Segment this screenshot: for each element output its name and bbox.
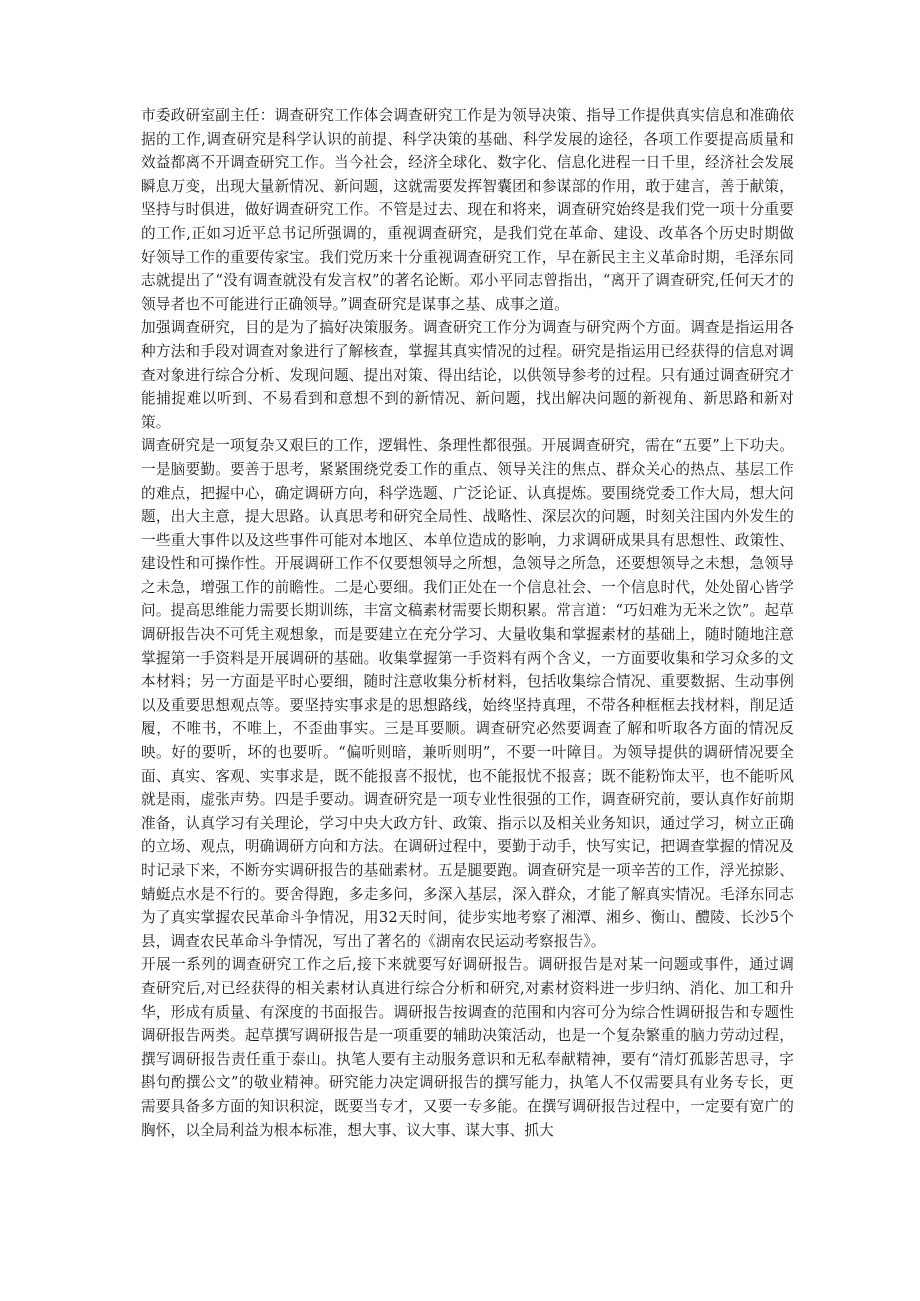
paragraph-five-musts: 调查研究是一项复杂又艰巨的工作，逻辑性、条理性都很强。开展调查研究，需在“五要”上下功夫。一是脑要勤。要善于思考，紧紧围绕党委工作的重点、领导关注的焦点、群众关心的热点、基层工作的难点，把握中心，确定调研方向，科学选题、广泛论证、认真提炼。要围绕党委工作大局，想大问题，出大主意，提大思路。认真思考和研究全局性、战略性、深层次的问题，时刻关注国内外发生的一些重大事件以及这些事件可能对本地区、本单位造成的影响，力求调研成果具有思想性、政策性、建设性和可操作性。开展调研工作不仅要想领导之所想，急领导之所急，还要想领导之未想，急领导之未急，增强工作的前瞻性。二是心要细。我们正处在一个信息社会、一个信息时代，处处留心皆学问。提高思维能力需要长期训练，丰富文稿素材需要长期积累。常言道：“巧妇难为无米之饮”。起草调研报告决不可凭主观想象，而是要建立在充分学习、大量收集和掌握素材的基础上，随时随地注意掌握第一手资料是开展调研的基础。收集掌握第一手资料有两个含义，一方面要收集和学习众多的文本材料；另一方面是平时心要细，随时注意收集分析材料，包括收集综合情况、重要数据、生动事例以及重要思想观点等。要坚持实事求是的思想路线，始终坚持真理，不带各种框框去找材料，削足适履，不唯书，不唯上，不歪曲事实。三是耳要顺。调查研究必然要调查了解和听取各方面的情况反映。好的要听，坏的也要听。“偏听则暗，兼听则明”，不要一叶障目。为领导提供的调研情况要全面、真实、客观、实事求是，既不能报喜不报忧，也不能报忧不报喜；既不能粉饰太平，也不能听风就是雨，虚张声势。四是手要动。调查研究是一项专业性很强的工作，调查研究前，要认真作好前期准备，认真学习有关理论，学习中央大政方针、政策、指示以及相关业务知识，通过学习，树立正确的立场、观点，明确调研方向和方法。在调研过程中，要勤于动手，快写实记，把调查掌握的情况及时记录下来，不断夯实调研报告的基础素材。五是腿要跑。调查研究是一项辛苦的工作，浮光掠影、蜻蜓点水是不行的。要舍得跑，多走多问，多深入基层，深入群众，才能了解真实情况。毛泽东同志为了真实掌握农民革命斗争情况，用32天时间，徒步实地考察了湘潭、湘乡、衡山、醴陵、长沙5个县，调查农民革命斗争情况，写出了著名的《湖南农民运动考察报告》。 — [141, 437, 794, 950]
paragraph-intro: 市委政研室副主任：调查研究工作体会调查研究工作是为领导决策、指导工作提供真实信息和准确依据的工作,调查研究是科学认识的前提、科学决策的基础、科学发展的途径，各项工作要提高质量和效益都离不开调查研究工作。当今社会，经济全球化、数字化、信息化进程一日千里，经济社会发展瞬息万变，出现大量新情况、新问题，这就需要发挥智囊团和参谋部的作用，敢于建言，善于献策，坚持与时俱进，做好调查研究工作。不管是过去、现在和将来，调查研究始终是我们党一项十分重要的工作,正如习近平总书记所强调的，重视调查研究，是我们党在革命、建设、改革各个历史时期做好领导工作的重要传家宝。我们党历来十分重视调查研究工作，早在新民主主义革命时期，毛泽东同志就提出了“没有调查就没有发言权”的著名论断。邓小平同志曾指出，“离开了调查研究,任何天才的领导者也不可能进行正确领导。”调查研究是谋事之基、成事之道。 — [141, 107, 794, 313]
paragraph-writing-report: 开展一系列的调查研究工作之后,接下来就要写好调研报告。调研报告是对某一问题或事件，通过调查研究后,对已经获得的相关素材认真进行综合分析和研究,对素材资料进一步归纳、消化、加工和升华，形成有质量、有深度的书面报告。调研报告按调查的范围和内容可分为综合性调研报告和专题性调研报告两类。起草撰写调研报告是一项重要的辅助决策活动，也是一个复杂繁重的脑力劳动过程，撰写调研报告责任重于泰山。执笔人要有主动服务意识和无私奉献精神，要有“清灯孤影苦思寻，字斟句酌撰公文”的敬业精神。研究能力决定调研报告的撰写能力，执笔人不仅需要具有业务专长，更需要具备多方面的知识积淀，既要当专才，又要一专多能。在撰写调研报告过程中，一定要有宽广的胸怀，以全局利益为根本标准，想大事、议大事、谋大事、抓大 — [141, 956, 794, 1139]
paragraph-strengthen-research: 加强调查研究，目的是为了搞好决策服务。调查研究工作分为调查与研究两个方面。调查是指运用各种方法和手段对调查对象进行了解核查，掌握其真实情况的过程。研究是指运用已经获得的信息对调查对象进行综合分析、发现问题、提出对策、得出结论，以供领导参考的过程。只有通过调查研究才能捕捉难以听到、不易看到和意想不到的新情况、新问题，找出解决问题的新视角、新思路和新对策。 — [141, 319, 794, 431]
document-body — [141, 104, 794, 1142]
